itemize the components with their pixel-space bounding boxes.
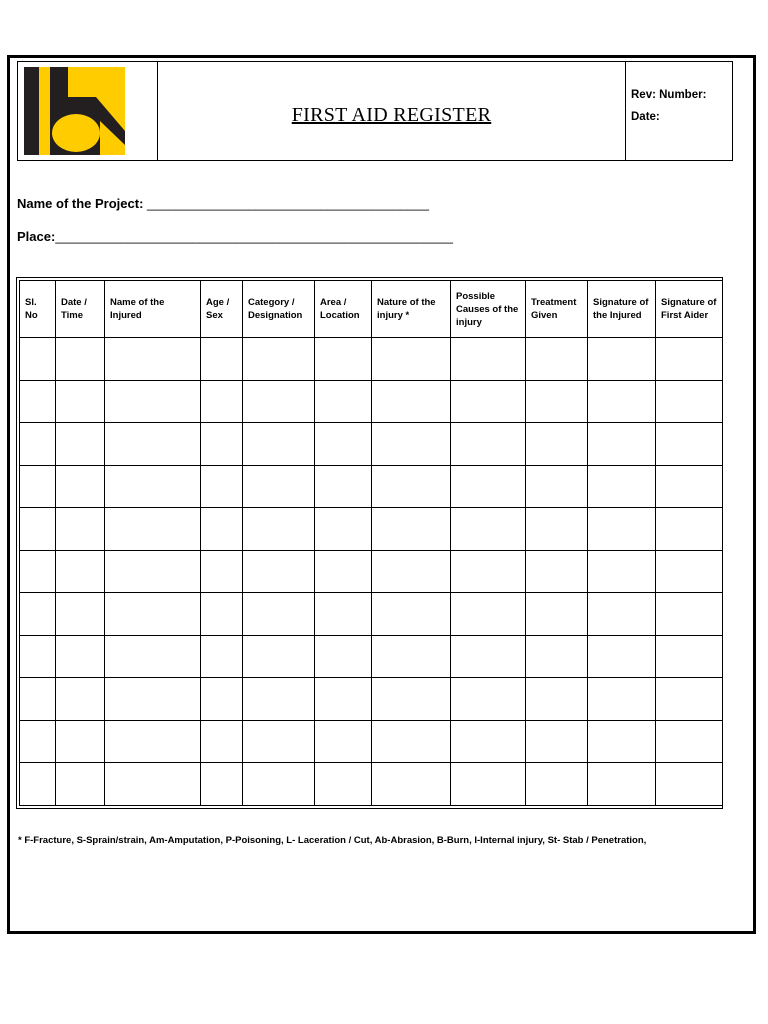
table-cell[interactable] — [315, 720, 372, 763]
table-cell[interactable] — [526, 508, 588, 551]
table-cell[interactable] — [243, 678, 315, 721]
table-cell[interactable] — [588, 635, 656, 678]
table-cell[interactable] — [526, 720, 588, 763]
table-cell[interactable] — [105, 763, 201, 806]
table-cell[interactable] — [56, 550, 105, 593]
col-header-name-injured: Name of the Injured — [105, 281, 201, 338]
table-cell[interactable] — [105, 465, 201, 508]
table-cell[interactable] — [20, 338, 56, 381]
project-name-field[interactable] — [17, 196, 429, 211]
table-cell[interactable] — [20, 593, 56, 636]
table-cell[interactable] — [56, 380, 105, 423]
table-cell[interactable] — [656, 338, 723, 381]
table-cell[interactable] — [201, 720, 243, 763]
table-cell[interactable] — [451, 380, 526, 423]
table-cell[interactable] — [656, 508, 723, 551]
table-cell[interactable] — [56, 763, 105, 806]
table-cell[interactable] — [56, 635, 105, 678]
table-cell[interactable] — [451, 465, 526, 508]
table-cell[interactable] — [451, 508, 526, 551]
table-row — [20, 635, 723, 678]
table-cell[interactable] — [451, 720, 526, 763]
table-cell[interactable] — [451, 593, 526, 636]
table-cell[interactable] — [243, 380, 315, 423]
table-cell[interactable] — [656, 423, 723, 466]
table-cell[interactable] — [315, 465, 372, 508]
table-cell[interactable] — [588, 423, 656, 466]
table-cell[interactable] — [20, 550, 56, 593]
table-cell[interactable] — [656, 635, 723, 678]
table-cell[interactable] — [451, 338, 526, 381]
place-label: Place: — [17, 229, 56, 244]
table-cell[interactable] — [56, 465, 105, 508]
table-cell[interactable] — [372, 763, 451, 806]
col-header-nature-injury: Nature of the injury * — [372, 281, 451, 338]
table-cell[interactable] — [105, 508, 201, 551]
table-cell[interactable] — [526, 423, 588, 466]
table-cell[interactable] — [315, 550, 372, 593]
table-cell[interactable] — [656, 720, 723, 763]
table-cell[interactable] — [372, 678, 451, 721]
logo-accent-oval — [52, 114, 100, 152]
col-header-date-time: Date / Time — [56, 281, 105, 338]
table-cell[interactable] — [526, 593, 588, 636]
title-cell — [158, 62, 626, 160]
table-cell[interactable] — [201, 380, 243, 423]
table-row — [20, 380, 723, 423]
logo-accent-bar — [39, 67, 50, 155]
project-name-blank[interactable]: _______________________________________ — [147, 196, 430, 211]
table-cell[interactable] — [20, 508, 56, 551]
table-cell[interactable] — [315, 508, 372, 551]
register-table — [19, 280, 723, 806]
table-row — [20, 593, 723, 636]
table-cell[interactable] — [315, 593, 372, 636]
table-row — [20, 508, 723, 551]
col-header-possible-causes: Possible Causes of the injury — [451, 281, 526, 338]
table-cell[interactable] — [105, 338, 201, 381]
table-cell[interactable] — [526, 465, 588, 508]
table-cell[interactable] — [588, 550, 656, 593]
place-blank[interactable]: _______________________________________________________ — [55, 229, 453, 244]
table-cell[interactable] — [20, 763, 56, 806]
table-cell[interactable] — [201, 635, 243, 678]
table-cell[interactable] — [56, 678, 105, 721]
project-name-label: Name of the Project: — [17, 196, 144, 211]
table-cell[interactable] — [372, 635, 451, 678]
col-header-treatment: Treatment Given — [526, 281, 588, 338]
table-row — [20, 550, 723, 593]
table-cell[interactable] — [588, 763, 656, 806]
table-cell[interactable] — [315, 380, 372, 423]
table-cell[interactable] — [315, 338, 372, 381]
table-cell[interactable] — [201, 465, 243, 508]
table-cell[interactable] — [243, 508, 315, 551]
meta-cell — [626, 62, 732, 160]
table-cell[interactable] — [201, 338, 243, 381]
table-cell[interactable] — [588, 465, 656, 508]
table-cell[interactable] — [372, 508, 451, 551]
logo-dark-bar — [24, 67, 39, 155]
table-cell[interactable] — [20, 465, 56, 508]
table-row — [20, 678, 723, 721]
table-cell[interactable] — [105, 720, 201, 763]
table-row — [20, 423, 723, 466]
col-header-category: Category / Designation — [243, 281, 315, 338]
table-cell[interactable] — [20, 720, 56, 763]
table-cell[interactable] — [105, 593, 201, 636]
table-cell[interactable] — [20, 678, 56, 721]
table-cell[interactable] — [656, 763, 723, 806]
register-table-body — [20, 338, 723, 806]
table-cell[interactable] — [105, 550, 201, 593]
table-cell[interactable] — [656, 550, 723, 593]
table-cell[interactable] — [315, 635, 372, 678]
table-cell[interactable] — [526, 338, 588, 381]
table-cell[interactable] — [588, 720, 656, 763]
table-cell[interactable] — [56, 593, 105, 636]
table-cell[interactable] — [526, 550, 588, 593]
table-cell[interactable] — [243, 635, 315, 678]
table-cell[interactable] — [588, 593, 656, 636]
table-cell[interactable] — [20, 423, 56, 466]
date-label: Date: — [631, 111, 660, 123]
table-cell[interactable] — [201, 550, 243, 593]
table-cell[interactable] — [451, 763, 526, 806]
table-cell[interactable] — [372, 550, 451, 593]
table-cell[interactable] — [201, 508, 243, 551]
table-row — [20, 763, 723, 806]
table-cell[interactable] — [243, 465, 315, 508]
table-cell[interactable] — [243, 720, 315, 763]
table-cell[interactable] — [56, 720, 105, 763]
table-cell[interactable] — [201, 593, 243, 636]
table-cell[interactable] — [56, 338, 105, 381]
table-cell[interactable] — [526, 380, 588, 423]
table-cell[interactable] — [656, 380, 723, 423]
table-cell[interactable] — [588, 678, 656, 721]
table-row — [20, 465, 723, 508]
table-cell[interactable] — [656, 593, 723, 636]
logo-cell — [18, 62, 158, 160]
table-cell[interactable] — [105, 380, 201, 423]
table-row — [20, 338, 723, 381]
rev-number-label: Rev: Number: — [631, 89, 707, 101]
table-cell[interactable] — [451, 550, 526, 593]
table-cell[interactable] — [372, 423, 451, 466]
document-header — [17, 61, 733, 161]
table-cell[interactable] — [588, 338, 656, 381]
table-cell[interactable] — [315, 763, 372, 806]
col-header-signature-first-aider: Signature of First Aider — [656, 281, 723, 338]
table-header-row — [20, 281, 723, 338]
col-header-area-location: Area / Location — [315, 281, 372, 338]
company-logo — [24, 67, 125, 155]
table-cell[interactable] — [20, 635, 56, 678]
table-cell[interactable] — [451, 635, 526, 678]
table-cell[interactable] — [201, 423, 243, 466]
table-cell[interactable] — [588, 508, 656, 551]
table-row — [20, 720, 723, 763]
table-cell[interactable] — [656, 678, 723, 721]
col-header-age-sex: Age / Sex — [201, 281, 243, 338]
table-cell[interactable] — [243, 338, 315, 381]
table-cell[interactable] — [243, 550, 315, 593]
table-cell[interactable] — [201, 678, 243, 721]
table-cell[interactable] — [656, 465, 723, 508]
table-cell[interactable] — [315, 678, 372, 721]
table-cell[interactable] — [56, 423, 105, 466]
table-cell[interactable] — [526, 763, 588, 806]
table-cell[interactable] — [56, 508, 105, 551]
table-cell[interactable] — [588, 380, 656, 423]
table-cell[interactable] — [372, 720, 451, 763]
table-cell[interactable] — [201, 763, 243, 806]
table-cell[interactable] — [105, 635, 201, 678]
table-cell[interactable] — [105, 678, 201, 721]
document-title: FIRST AID REGISTER — [291, 104, 492, 126]
table-cell[interactable] — [372, 465, 451, 508]
table-cell[interactable] — [243, 423, 315, 466]
table-cell[interactable] — [526, 635, 588, 678]
table-cell[interactable] — [526, 678, 588, 721]
table-cell[interactable] — [243, 763, 315, 806]
table-cell[interactable] — [315, 423, 372, 466]
table-cell[interactable] — [243, 593, 315, 636]
table-cell[interactable] — [20, 380, 56, 423]
register-table-frame — [16, 277, 723, 809]
table-cell[interactable] — [105, 423, 201, 466]
table-cell[interactable] — [372, 593, 451, 636]
table-cell[interactable] — [451, 678, 526, 721]
injury-code-footnote: * F-Fracture, S-Sprain/strain, Am-Amputation, P-Poisoning, L- Laceration / Cut, Ab-Abrasion, B-Burn, I-Internal injury, St- Stab / Penetration, — [18, 835, 647, 846]
table-cell[interactable] — [372, 338, 451, 381]
table-cell[interactable] — [451, 423, 526, 466]
place-field[interactable] — [17, 229, 453, 244]
table-cell[interactable] — [372, 380, 451, 423]
col-header-sl-no: Sl. No — [20, 281, 56, 338]
col-header-signature-injured: Signature of the Injured — [588, 281, 656, 338]
